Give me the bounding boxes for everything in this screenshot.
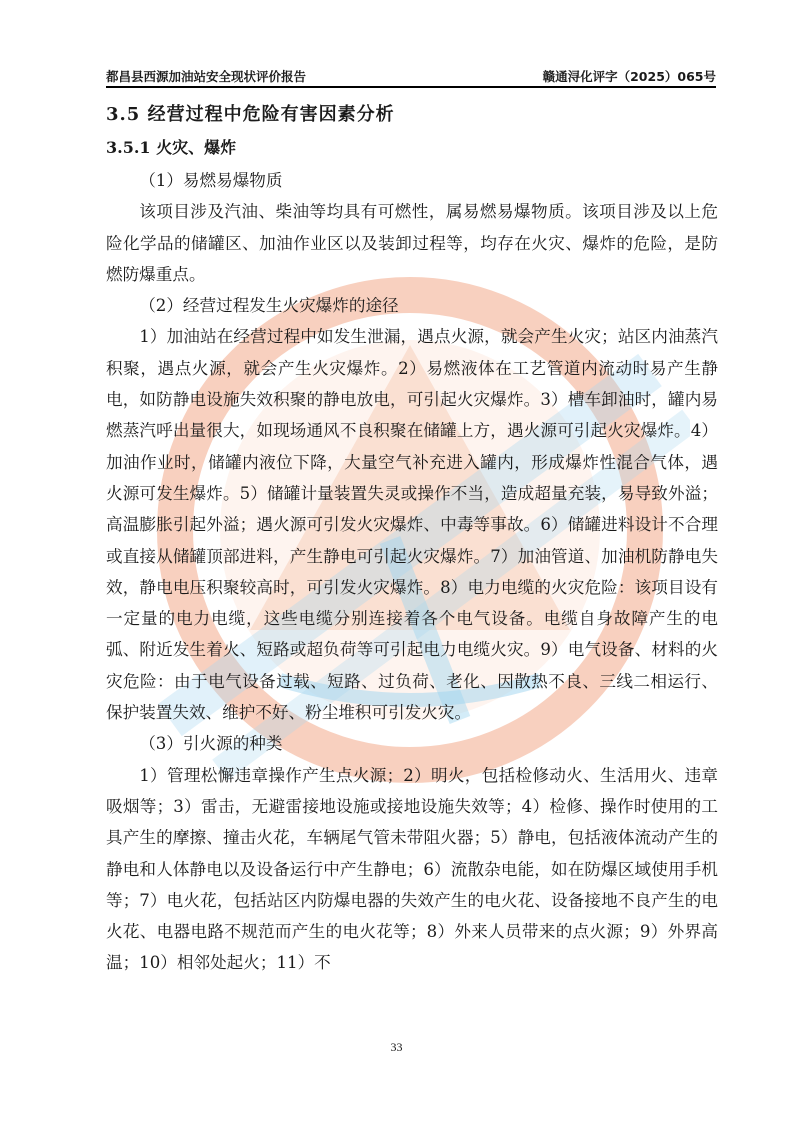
page-number: 33 — [390, 1040, 403, 1054]
section-body — [106, 165, 718, 979]
item1-paragraph: 该项目涉及汽油、柴油等均具有可燃性，属易燃易爆物质。该项目涉及以上危险化学品的储罐区、加油作业区以及装卸过程等，均存在火灾、爆炸的危险，是防燃防爆重点。 — [106, 202, 718, 284]
item2-title: （2）经营过程发生火灾爆炸的途径 — [139, 296, 399, 316]
page-header — [106, 64, 716, 88]
item1-title: （1）易燃易爆物质 — [139, 171, 283, 190]
item3-paragraph: 1）管理松懈违章操作产生点火源；2）明火，包括检修动火、生活用火、违章吸烟等；3）雷击，无避雷接地设施或接地设施失效等；4）检修、操作时使用的工具产生的摩擦、撞击火花，车辆尾气管未带阻火器；5）静电，包括液体流动产生的静电和人体静电以及设备运行中产生静电；6）流散杂电能，如在防爆区域使用手机等；7）电火花，包括站区内防爆电器的失效产生的电火花、设备接地不良产生的电火花、电器电路不规范而产生的电火花等；8）外来人员带来的点火源；9）外界高温；10）相邻处起火；11）不 — [106, 765, 718, 973]
header-report-number: 赣通浔化评字（2025）065号 — [542, 69, 716, 84]
header-report-title: 都昌县西源加油站安全现状评价报告 — [106, 69, 307, 84]
item2-paragraph: 1）加油站在经营过程中如发生泄漏，遇点火源，就会产生火灾；站区内油蒸汽积聚，遇点火源，就会产生火灾爆炸。2）易燃液体在工艺管道内流动时易产生静电，如防静电设施失效积聚的静电放电，可引起火灾爆炸。3）槽车卸油时，罐内易燃蒸汽呼出量很大，如现场通风不良积聚在储罐上方，遇火源可引起火灾爆炸。4）加油作业时，储罐内液位下降，大量空气补充进入罐内，形成爆炸性混合气体，遇火源可发生爆炸。5）储罐计量装置失灵或操作不当，造成超量充装，易导致外溢；高温膨胀引起外溢；遇火源可引发火灾爆炸、中毒等事故。6）储罐进料设计不合理或直接从储罐顶部进料，产生静电可引起火灾爆炸。7）加油管道、加油机防静电失效，静电电压积聚较高时，可引发火灾爆炸。8）电力电缆的火灾危险：该项目设有一定量的电力电缆，这些电缆分别连接着各个电气设备。电缆自身故障产生的电弧、附近发生着火、短路或超负荷等可引起电力电缆火灾。9）电气设备、材料的火灾危险：由于电气设备过载、短路、过负荷、老化、因散热不良、三线二相运行、保护装置失效、维护不好、粉尘堆积可引发火灾。 — [106, 327, 718, 723]
section-heading: 3.5 经营过程中危险有害因素分析 — [106, 104, 395, 125]
item3-title: （3）引火源的种类 — [139, 734, 283, 754]
subsection-heading: 3.5.1 火灾、爆炸 — [106, 138, 237, 157]
